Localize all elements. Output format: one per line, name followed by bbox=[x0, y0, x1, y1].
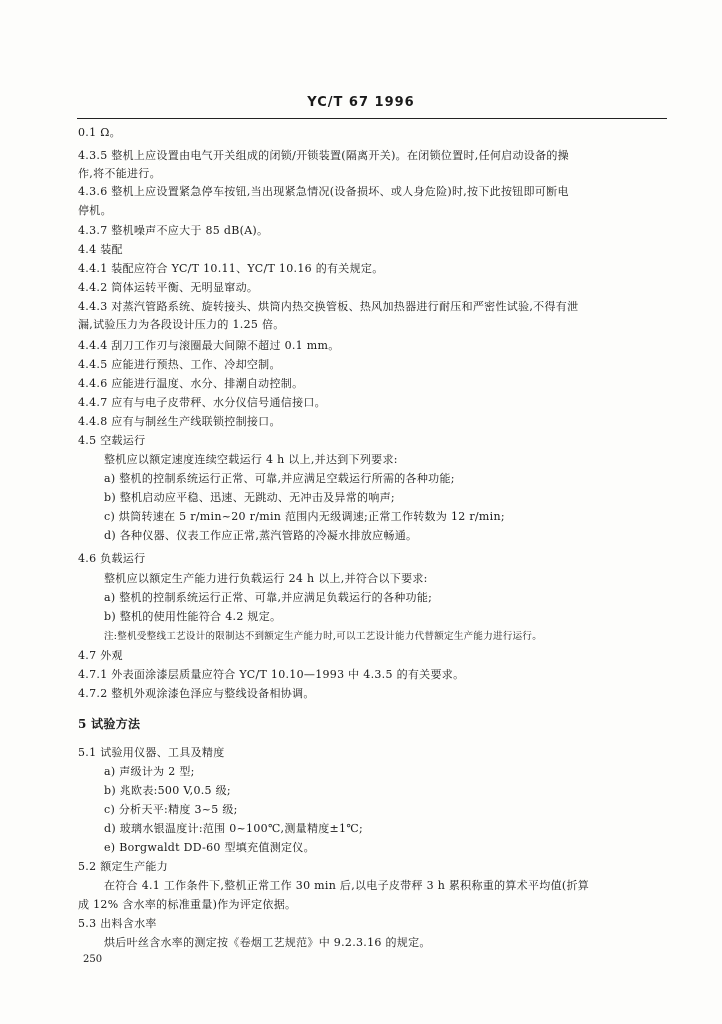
page-number: 250 bbox=[83, 954, 103, 965]
text-line: 作,将不能进行。 bbox=[78, 167, 161, 180]
list-item: a) 声级计为 2 型; bbox=[104, 765, 195, 778]
clause-4-4-6: 4.4.6 应能进行温度、水分、排潮自动控制。 bbox=[78, 377, 304, 390]
text-line: 烘后叶丝含水率的测定按《卷烟工艺规范》中 9.2.3.16 的规定。 bbox=[104, 936, 431, 949]
list-item: d) 玻璃水银温度计:范围 0~100℃,测量精度±1℃; bbox=[104, 822, 363, 835]
list-item: c) 烘筒转速在 5 r/min~20 r/min 范围内无级调速;正常工作转数为 12 r/min; bbox=[104, 510, 505, 523]
list-item: b) 整机的使用性能符合 4.2 规定。 bbox=[104, 610, 282, 623]
header-rule bbox=[77, 118, 667, 119]
text-line: 成 12% 含水率的标准重量)作为评定依据。 bbox=[78, 898, 297, 911]
clause-4-3-7: 4.3.7 整机噪声不应大于 85 dB(A)。 bbox=[78, 224, 269, 237]
clause-4-4-2: 4.4.2 筒体运转平衡、无明显窜动。 bbox=[78, 281, 259, 294]
list-item: b) 兆欧表:500 V,0.5 级; bbox=[104, 784, 231, 797]
note: 注:整机受整线工艺设计的限制达不到额定生产能力时,可以工艺设计能力代替额定生产能力进行运行。 bbox=[104, 631, 543, 642]
section-4-7-heading: 4.7 外观 bbox=[78, 649, 123, 662]
clause-4-4-5: 4.4.5 应能进行预热、工作、冷却空制。 bbox=[78, 358, 281, 371]
section-5-3-heading: 5.3 出料含水率 bbox=[78, 917, 157, 930]
list-item: c) 分析天平:精度 3~5 级; bbox=[104, 803, 238, 816]
text-line: 停机。 bbox=[78, 204, 112, 217]
text-line: 在符合 4.1 工作条件下,整机正常工作 30 min 后,以电子皮带秤 3 h 累积称重的算术平均值(折算 bbox=[104, 879, 590, 892]
clause-4-7-2: 4.7.2 整机外观涂漆色泽应与整线设备相协调。 bbox=[78, 687, 315, 700]
clause-4-4-4: 4.4.4 刮刀工作刃与滚圈最大间隙不超过 0.1 mm。 bbox=[78, 339, 340, 352]
section-5-2-heading: 5.2 额定生产能力 bbox=[78, 860, 168, 873]
section-4-4-heading: 4.4 装配 bbox=[78, 243, 123, 256]
clause-4-4-1: 4.4.1 装配应符合 YC/T 10.11、YC/T 10.16 的有关规定。 bbox=[78, 262, 384, 275]
clause-4-3-5: 4.3.5 整机上应设置由电气开关组成的闭锁/开锁装置(隔离开关)。在闭锁位置时,任何启动设备的操 bbox=[78, 149, 569, 162]
section-5-1-heading: 5.1 试验用仪器、工具及精度 bbox=[78, 746, 225, 759]
list-item: a) 整机的控制系统运行正常、可靠,并应满足负载运行的各种功能; bbox=[104, 591, 433, 604]
list-item: e) Borgwaldt DD-60 型填充值测定仪。 bbox=[104, 841, 315, 854]
clause-4-4-8: 4.4.8 应有与制丝生产线联锁控制接口。 bbox=[78, 415, 281, 428]
list-item: b) 整机启动应平稳、迅速、无跳动、无冲击及异常的响声; bbox=[104, 491, 395, 504]
section-4-5-heading: 4.5 空载运行 bbox=[78, 434, 146, 447]
list-item: a) 整机的控制系统运行正常、可靠,并应满足空载运行所需的各种功能; bbox=[104, 472, 455, 485]
list-item: d) 各种仪器、仪表工作应正常,蒸汽管路的冷凝水排放应畅通。 bbox=[104, 529, 418, 542]
page-header: YC/T 67 1996 bbox=[307, 95, 415, 110]
text-line: 漏,试验压力为各段设计压力的 1.25 倍。 bbox=[78, 318, 285, 331]
section-4-6-heading: 4.6 负载运行 bbox=[78, 552, 146, 565]
clause-4-4-3: 4.4.3 对蒸汽管路系统、旋转接头、烘筒内热交换管板、热风加热器进行耐压和严密性试验,不得有泄 bbox=[78, 300, 579, 313]
section-5-heading: 5 试验方法 bbox=[78, 717, 141, 731]
text-line: 整机应以额定生产能力进行负载运行 24 h 以上,并符合以下要求: bbox=[104, 572, 428, 585]
text-line: 0.1 Ω。 bbox=[78, 126, 121, 139]
text-line: 整机应以额定速度连续空载运行 4 h 以上,并达到下列要求: bbox=[104, 453, 398, 466]
clause-4-7-1: 4.7.1 外表面涂漆层质量应符合 YC/T 10.10—1993 中 4.3.5 的有关要求。 bbox=[78, 668, 465, 681]
clause-4-4-7: 4.4.7 应有与电子皮带秤、水分仪信号通信接口。 bbox=[78, 396, 326, 409]
clause-4-3-6: 4.3.6 整机上应设置紧急停车按钮,当出现紧急情况(设备损坏、或人身危险)时,按下此按钮即可断电 bbox=[78, 185, 569, 198]
